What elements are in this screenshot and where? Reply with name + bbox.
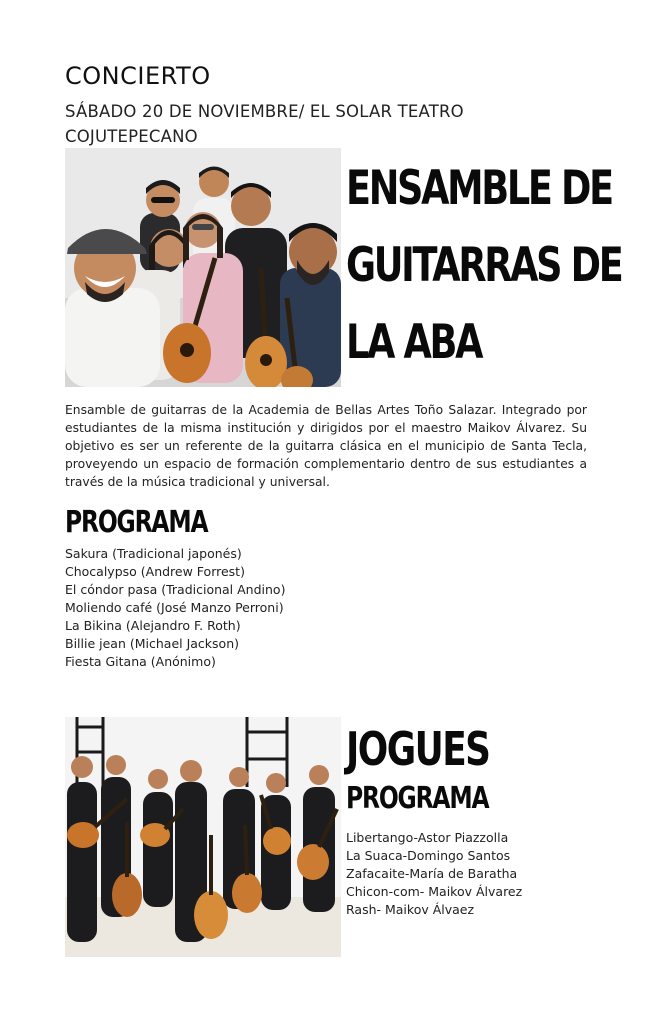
ensemble-aba-title-line-2: GUITARRAS DE xyxy=(346,238,622,293)
ensemble-aba-title-line-1: ENSAMBLE DE xyxy=(346,161,612,216)
program-item: El cóndor pasa (Tradicional Andino) xyxy=(65,582,286,597)
jogues-title: JOGUES xyxy=(346,722,490,776)
ensemble-aba-program-list xyxy=(65,545,285,671)
ensemble-aba-title xyxy=(346,150,622,381)
event-date-venue: SÁBADO 20 DE NOVIEMBRE/ EL SOLAR TEATRO COJUTEPECANO xyxy=(65,102,464,146)
jogues-photo xyxy=(65,717,341,957)
program-item: La Bikina (Alejandro F. Roth) xyxy=(65,618,241,633)
ensemble-aba-photo xyxy=(65,148,341,387)
program-item: Moliendo café (José Manzo Perroni) xyxy=(65,600,284,615)
jogues-illustration xyxy=(65,717,341,957)
concert-heading: CONCIERTO xyxy=(65,62,211,90)
program-item: Fiesta Gitana (Anónimo) xyxy=(65,654,216,669)
jogues-program-heading: PROGRAMA xyxy=(346,781,489,816)
person-front-cap xyxy=(65,229,160,387)
program-item: Chicon-com- Maikov Álvarez xyxy=(346,884,523,899)
jogues-program-list xyxy=(346,829,522,919)
program-item: Sakura (Tradicional japonés) xyxy=(65,546,242,561)
program-item: Billie jean (Michael Jackson) xyxy=(65,636,239,651)
ensemble-aba-description: Ensamble de guitarras de la Academia de Bellas Artes Toño Salazar. Integrado por estudiantes de la misma institución y dirigidos por el maestro Maikov Álvarez. Su objetivo es ser un referente de la guitarra clásica en el municipio de Santa Tecla, proveyendo un espacio de formación complementario dentro de sus estudiantes a través de la música tradicional y universal. xyxy=(65,403,587,489)
program-item: Libertango-Astor Piazzolla xyxy=(346,830,509,845)
ensemble-aba-illustration xyxy=(65,148,341,387)
ensemble-aba-program-heading: PROGRAMA xyxy=(65,505,208,540)
program-item: Zafacaite-María de Baratha xyxy=(346,866,518,881)
program-item: La Suaca-Domingo Santos xyxy=(346,848,511,863)
program-item: Rash- Maikov Álvaez xyxy=(346,902,475,917)
ensemble-aba-title-line-3: LA ABA xyxy=(346,315,482,370)
program-item: Chocalypso (Andrew Forrest) xyxy=(65,564,245,579)
